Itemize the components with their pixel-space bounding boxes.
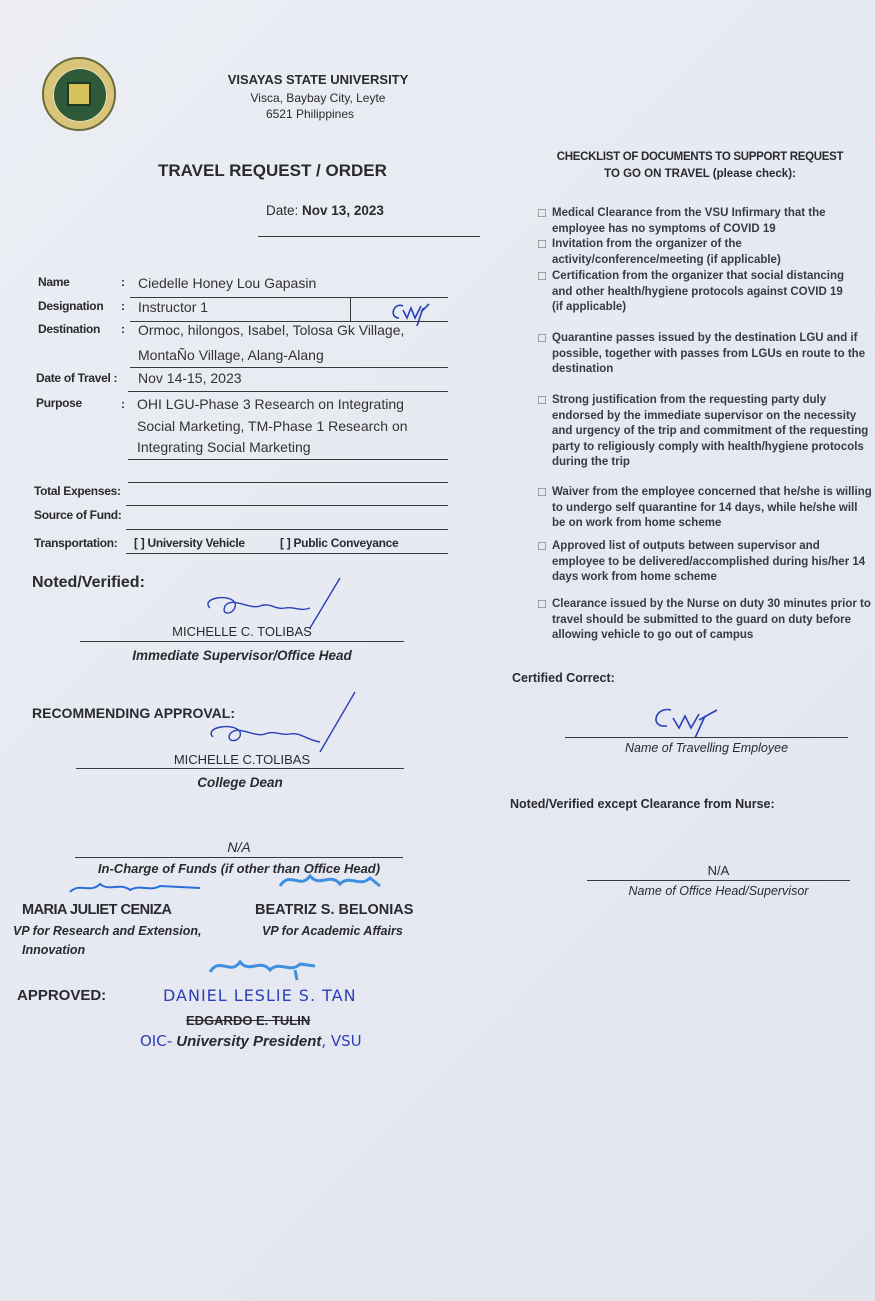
vp2-title: VP for Academic Affairs — [262, 924, 403, 938]
office-head-value: N/A — [707, 863, 730, 878]
address-line-1: Visca, Baybay City, Leyte — [250, 91, 386, 105]
president-title: University President — [176, 1033, 322, 1050]
vp1-signature — [60, 876, 210, 898]
approved-label: APPROVED: — [17, 987, 107, 1004]
recommending-approval-label: RECOMMENDING APPROVAL: — [32, 705, 235, 721]
name-value[interactable]: Ciedelle Honey Lou Gapasin — [138, 275, 317, 291]
certified-correct-label: Certified Correct: — [512, 671, 615, 685]
president-signature — [205, 952, 325, 982]
supervisor-name: MICHELLE C. TOLIBAS — [172, 624, 312, 639]
colon: : — [121, 275, 125, 289]
president-title-row — [140, 1032, 362, 1050]
checkbox[interactable]: ☐ — [537, 395, 547, 407]
noted-except-label: Noted/Verified except Clearance from Nurse: — [510, 797, 775, 811]
public-conveyance-checkbox[interactable]: [ ] Public Conveyance — [280, 536, 399, 550]
date-row — [266, 203, 384, 218]
president-struck-name: EDGARDO E. TULIN — [186, 1013, 311, 1028]
purpose-label: Purpose — [36, 396, 82, 410]
university-vehicle-checkbox[interactable]: [ ] University Vehicle — [134, 536, 245, 550]
checkbox[interactable]: ☐ — [537, 271, 547, 283]
vp2-name: BEATRIZ S. BELONIAS — [255, 902, 414, 918]
address-line-2: 6521 Philippines — [265, 107, 355, 121]
checklist-item: Quarantine passes issued by the destination LGU and if possible, together with passes from LGUs en route to the destination — [552, 332, 866, 375]
checklist-item: Approved list of outputs between supervisor and employee to be delivered/accomplished during his/her 14 days work from home scheme — [552, 540, 866, 583]
checklist-title-2: TO GO ON TRAVEL (please check): — [604, 168, 796, 180]
purpose-line-3[interactable]: Integrating Social Marketing — [137, 439, 311, 455]
checklist-item: Clearance issued by the Nurse on duty 30 minutes prior to travel should be submitted to the guard on duty before allowing vehicle to go out of campus — [552, 598, 871, 641]
employee-title: Name of Travelling Employee — [624, 741, 789, 755]
vp1-title-line-2: Innovation — [22, 943, 86, 957]
date-of-travel-label: Date of Travel : — [36, 371, 118, 385]
checkbox[interactable]: ☐ — [537, 208, 547, 220]
university-name: VISAYAS STATE UNIVERSITY — [227, 72, 409, 87]
checklist-title-1: CHECKLIST OF DOCUMENTS TO SUPPORT REQUEST — [556, 151, 844, 163]
checklist-item: Medical Clearance from the VSU Infirmary that the employee has no symptoms of COVID 19 — [552, 207, 826, 235]
checkbox[interactable]: ☐ — [537, 541, 547, 553]
supervisor-title: Immediate Supervisor/Office Head — [132, 648, 352, 663]
checklist-item: Waiver from the employee concerned that he/she is willing to undergo self quarantine for 14 days, while he/she will be on work from home scheme — [552, 486, 872, 529]
checklist-item: Strong justification from the requesting party duly endorsed by the immediate supervisor on the necessity and urgency of the trip and commitment of the requesting party to religiously comply with health/hygiene protocols during the trip — [552, 394, 869, 468]
purpose-line-1[interactable]: OHI LGU-Phase 3 Research on Integrating — [137, 396, 404, 412]
name-label: Name — [38, 275, 70, 289]
checkbox[interactable]: ☐ — [537, 487, 547, 499]
oic-prefix: OIC- — [140, 1032, 173, 1050]
date-label: Date: — [266, 203, 299, 218]
vp1-name: MARIA JULIET CENIZA — [22, 902, 172, 918]
form-title: TRAVEL REQUEST / ORDER — [158, 161, 387, 180]
transportation-label: Transportation: — [34, 536, 118, 550]
destination-line-2[interactable]: MontaÑo Village, Alang-Alang — [138, 347, 324, 363]
checkbox[interactable]: ☐ — [537, 599, 547, 611]
checkbox[interactable]: ☐ — [537, 239, 547, 251]
destination-line-1[interactable]: Ormoc, hilongos, Isabel, Tolosa Gk Village, — [138, 322, 405, 338]
noted-verified-label: Noted/Verified: — [32, 574, 145, 591]
employee-signature — [645, 702, 735, 738]
dean-title: College Dean — [197, 775, 283, 790]
destination-label: Destination — [38, 322, 101, 336]
vp1-title-line-1: VP for Research and Extension, — [13, 924, 202, 938]
president-suffix: , VSU — [321, 1032, 362, 1050]
funds-title: In-Charge of Funds (if other than Office Head) — [97, 861, 381, 876]
designation-label: Designation — [38, 299, 104, 313]
checkbox[interactable]: ☐ — [537, 333, 547, 345]
date-value: Nov 13, 2023 — [302, 203, 384, 218]
purpose-line-2[interactable]: Social Marketing, TM-Phase 1 Research on — [137, 418, 408, 434]
designation-value[interactable]: Instructor 1 — [138, 299, 209, 315]
checklist-item: Certification from the organizer that social distancing and other health/hygiene protocols against COVID 19 (if applicable) — [552, 270, 845, 313]
total-expenses-label: Total Expenses: — [34, 484, 121, 498]
source-of-fund-label: Source of Fund: — [34, 508, 122, 522]
colon: : — [121, 397, 125, 411]
president-handwritten-name: DANIEL LESLIE S. TAN — [163, 986, 357, 1005]
funds-value: N/A — [227, 839, 251, 855]
checklist-item: Invitation from the organizer of the activity/conference/meeting (if applicable) — [552, 238, 781, 266]
date-of-travel-value[interactable]: Nov 14-15, 2023 — [138, 370, 242, 386]
colon: : — [121, 322, 125, 336]
vp2-signature — [275, 866, 395, 896]
dean-name: MICHELLE C.TOLIBAS — [173, 752, 311, 767]
office-head-title: Name of Office Head/Supervisor — [628, 884, 809, 898]
university-seal — [42, 57, 116, 131]
colon: : — [121, 299, 125, 313]
